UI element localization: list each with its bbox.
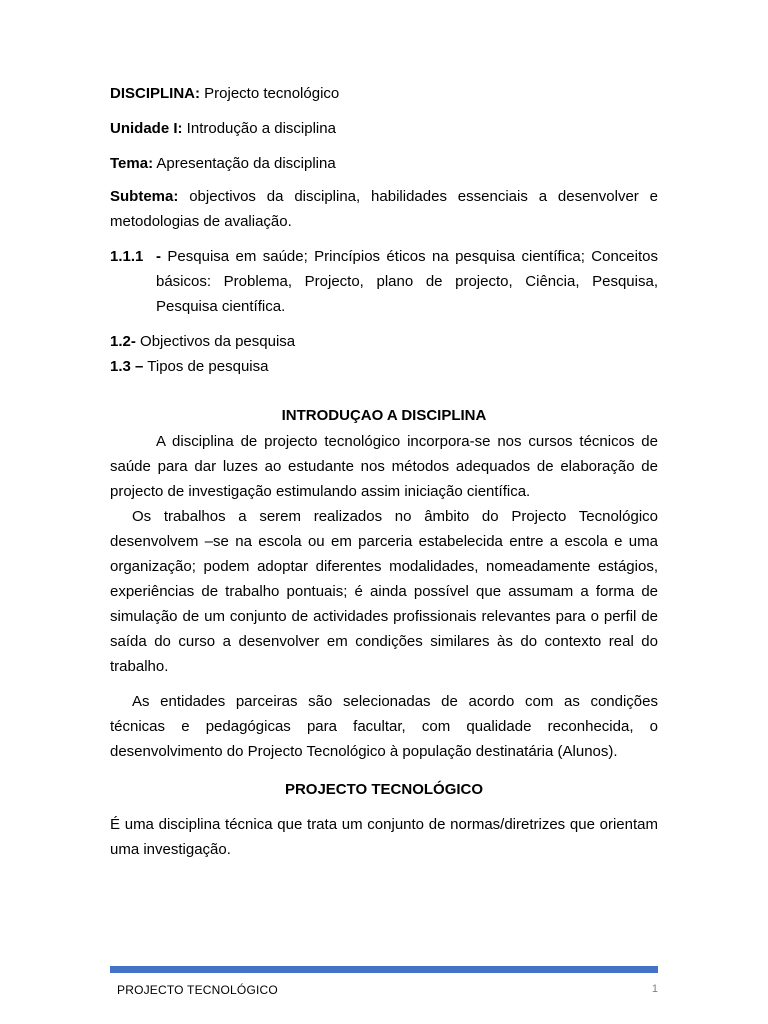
projecto-paragraph: É uma disciplina técnica que trata um conjunto de normas/diretrizes que orientam uma investigação. (110, 816, 658, 858)
topic-1-2 (110, 329, 658, 354)
topic-number: 1.3 – (110, 358, 144, 375)
projecto-heading: PROJECTO TECNOLÓGICO (284, 781, 484, 798)
footer-title: PROJECTO TECNOLÓGICO (117, 983, 278, 997)
unidade-label: Unidade I: (110, 120, 183, 137)
footer-bar (110, 966, 658, 973)
subtema-label: Subtema: (110, 188, 179, 205)
disciplina-label: DISCIPLINA: (110, 85, 200, 102)
topic-text: Objectivos da pesquisa (135, 333, 296, 350)
document-body (110, 84, 658, 862)
intro-paragraph-2: Os trabalhos a serem realizados no âmbito do Projecto Tecnológico desenvolvem –se na escola ou em parceria estabelecida entre a escola e uma organização; podem adoptar diferentes modalidades, nomeadamente estágios, experiências de trabalho pontuais; é ainda possível que assumam a forma de simulação de um conjunto de actividades profissionais relevantes para o perfil de saída do curso a desenvolver em condições similares às do contexto real do trabalho. (110, 508, 658, 675)
disciplina-value: Projecto tecnológico (200, 85, 340, 102)
tema-value: Apresentação da disciplina (153, 155, 336, 172)
disciplina-line (110, 84, 658, 104)
topic-text: Tipos de pesquisa (143, 358, 269, 375)
page-number: 1 (651, 983, 658, 995)
tema-line (110, 154, 658, 174)
unidade-value: Introdução a disciplina (182, 120, 336, 137)
topic-body: Pesquisa em saúde; Princípios éticos na pesquisa científica; Conceitos básicos: Problema, Projecto, plano de projecto, Ciência, Pesquisa, Pesquisa científica. (156, 248, 658, 315)
unidade-line (110, 119, 658, 139)
intro-paragraph-3: As entidades parceiras são selecionadas de acordo com as condições técnicas e pedagógicas para facultar, com qualidade reconhecida, o desenvolvimento do Projecto Tecnológico à população destinatária (Alunos). (110, 693, 658, 760)
topic-number: 1.2- (110, 333, 136, 350)
topic-1-1-1 (110, 244, 658, 319)
tema-label: Tema: (110, 155, 154, 172)
intro-paragraph-1: A disciplina de projecto tecnológico incorpora-se nos cursos técnicos de saúde para dar luzes ao estudante nos métodos adequados de elaboração de projecto de investigação estimulando assim iniciação científica. (110, 433, 658, 500)
topic-dash: - (156, 248, 168, 265)
intro-heading: INTRODUÇAO A DISCIPLINA (281, 407, 487, 424)
topic-number: 1.1.1 (110, 248, 144, 265)
subtema-value: objectivos da disciplina, habilidades essenciais a desenvolver e metodologias de avaliação. (110, 188, 658, 230)
topic-text (156, 244, 658, 319)
topic-1-3 (110, 354, 658, 379)
subtema-paragraph (110, 184, 658, 234)
